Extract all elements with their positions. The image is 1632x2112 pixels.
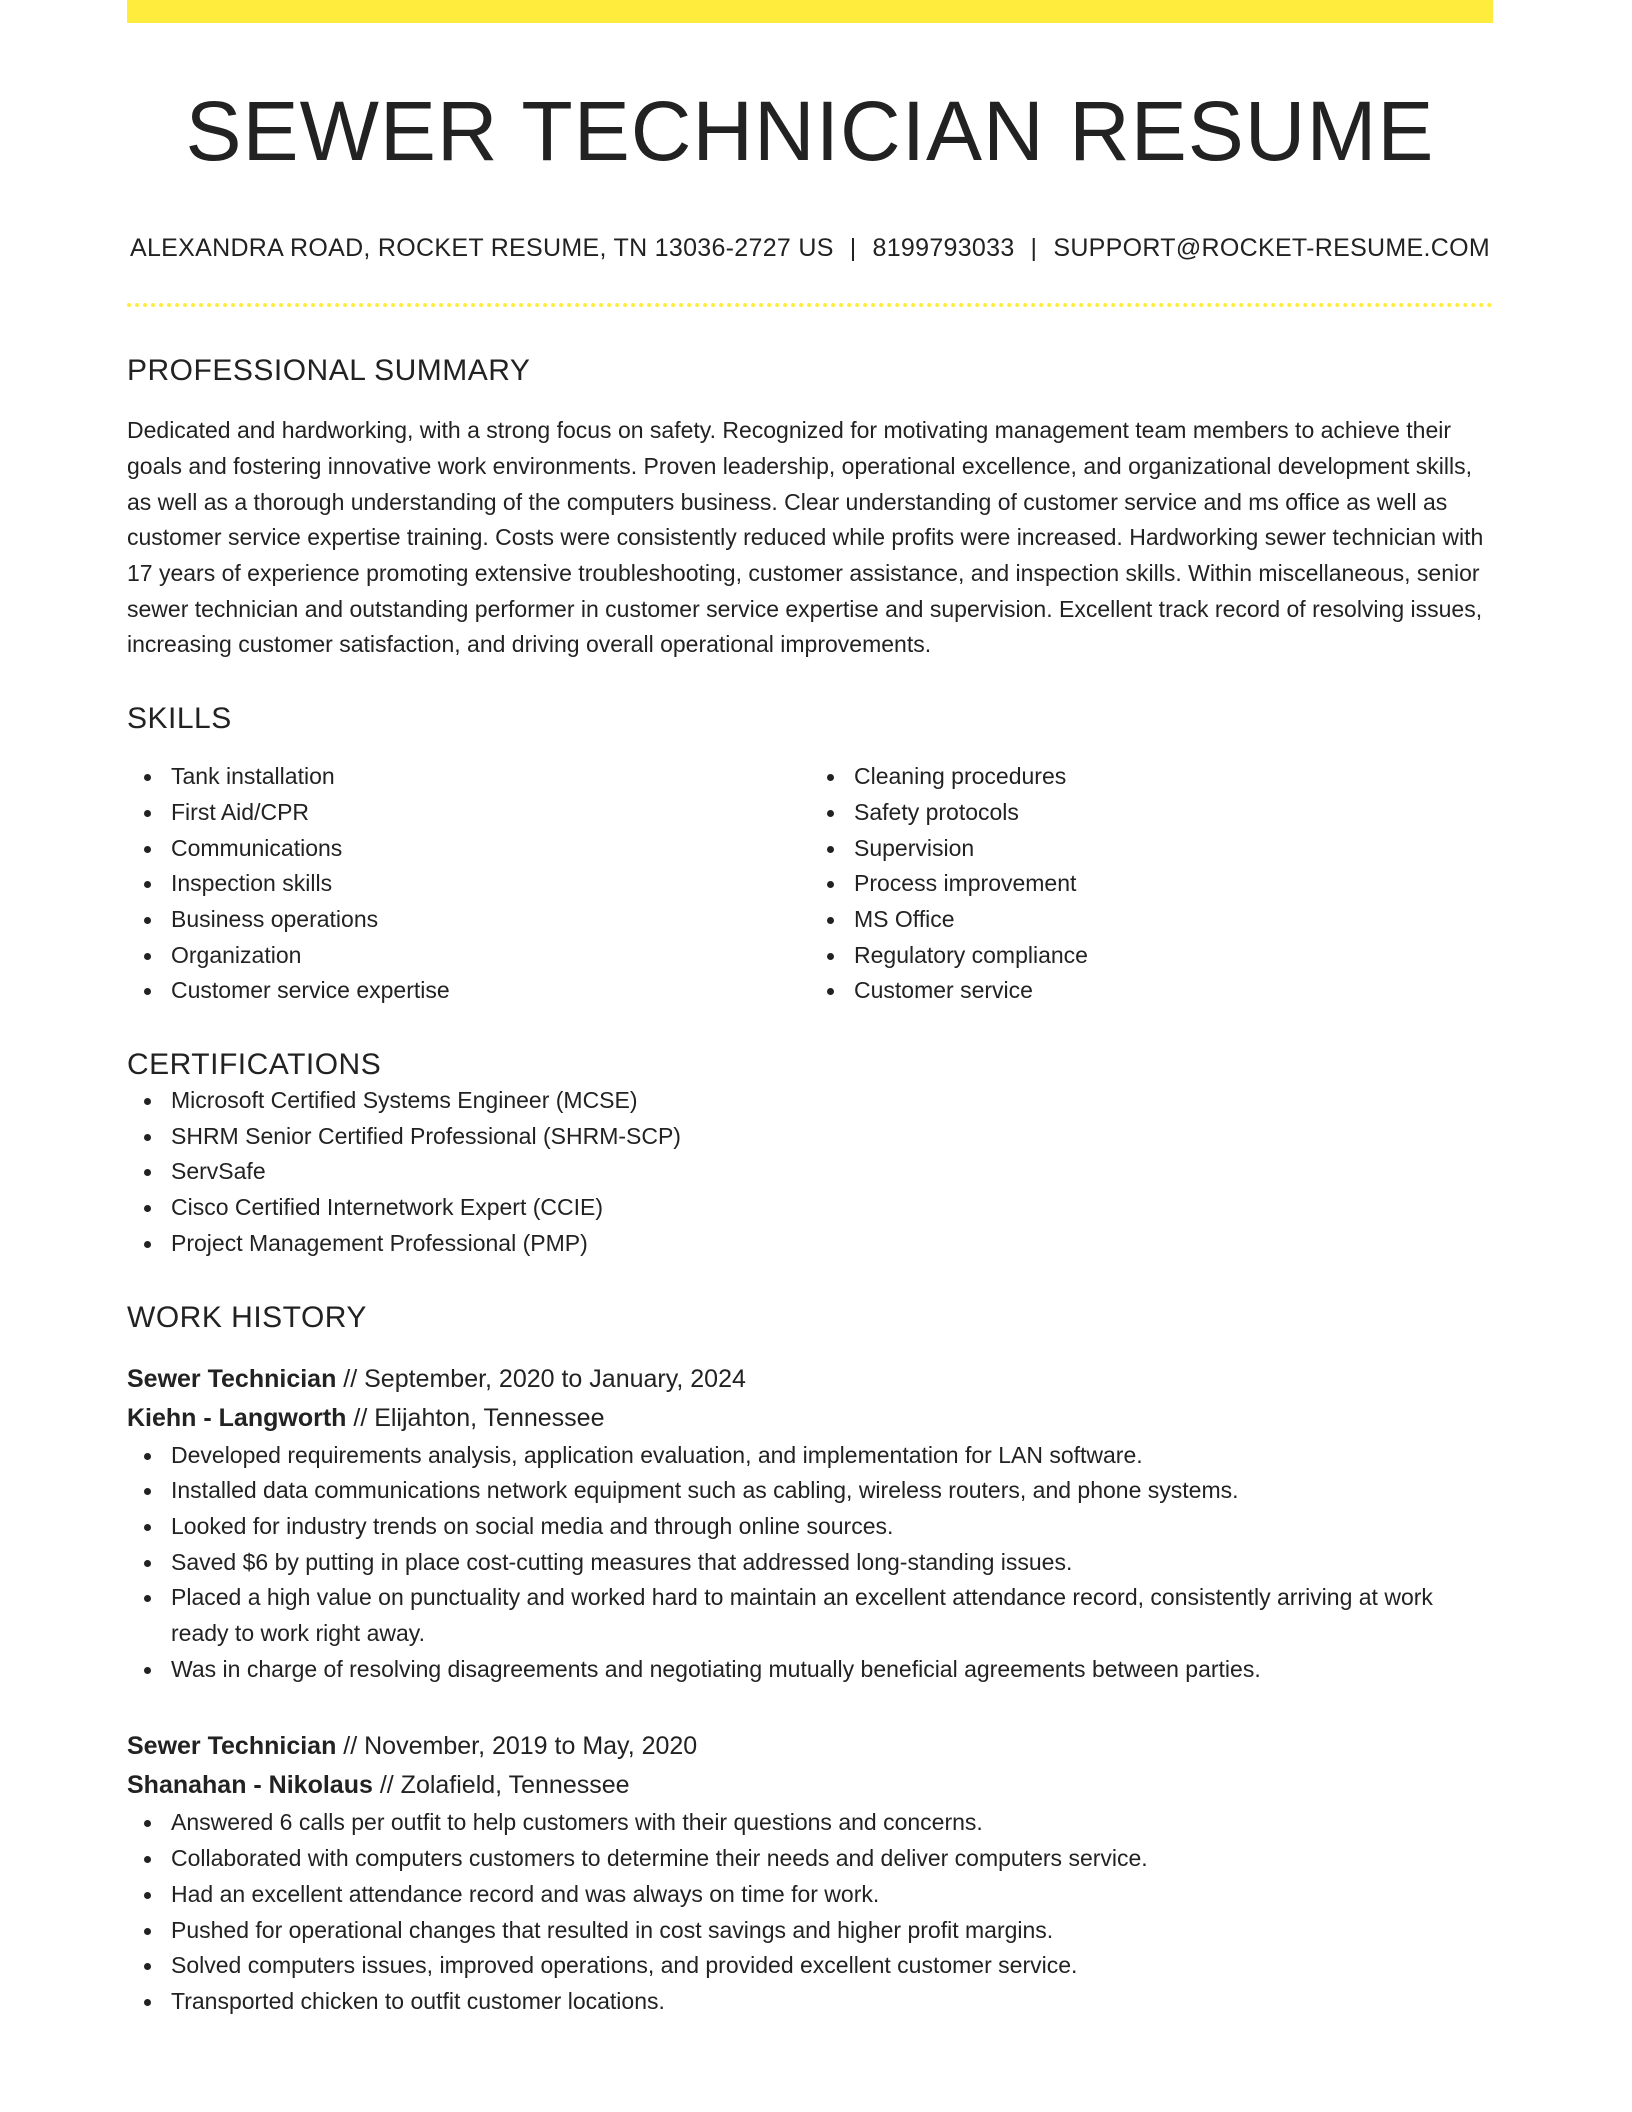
skill-item: First Aid/CPR [127, 795, 810, 831]
skills-column-right [810, 759, 1493, 1009]
skill-item: Tank installation [127, 759, 810, 795]
summary-text: Dedicated and hardworking, with a strong focus on safety. Recognized for motivating management team members to achieve their goals and fostering innovative work environments. Proven leadership, operational excellence, and organizational development skills, as well as a thorough understanding of the computers business. Clear understanding of customer service and ms office as well as customer service expertise training. Costs were consistently reduced while profits were increased. Hardworking sewer technician with 17 years of experience promoting extensive troubleshooting, customer assistance, and inspection skills. Within miscellaneous, senior sewer technician and outstanding performer in customer service expertise and supervision. Excellent track record of resolving issues, increasing customer satisfaction, and driving overall operational improvements. [127, 417, 1484, 658]
contact-line [127, 233, 1493, 263]
job-location: // Zolafield, Tennessee [372, 1771, 630, 1800]
skill-item: MS Office [810, 902, 1493, 938]
job-title: Sewer Technician [127, 1364, 337, 1393]
job-duty-item: Was in charge of resolving disagreements and negotiating mutually beneficial agreements between parties. [127, 1652, 1493, 1688]
job-duty-item: Transported chicken to outfit customer locations. [127, 1984, 1493, 2020]
contact-separator: | [1030, 234, 1038, 263]
job-duties-list [127, 1805, 1493, 2019]
job-entry [127, 1360, 1493, 1688]
skill-item: Customer service expertise [127, 973, 810, 1009]
job-duty-item: Had an excellent attendance record and was always on time for work. [127, 1877, 1493, 1913]
certification-item: SHRM Senior Certified Professional (SHRM-SCP) [127, 1119, 1493, 1155]
job-duty-item: Looked for industry trends on social media and through online sources. [127, 1509, 1493, 1545]
skill-item: Cleaning procedures [810, 759, 1493, 795]
skills-grid [127, 759, 1493, 1009]
professional-summary-section [127, 353, 1493, 663]
certification-item: Cisco Certified Internetwork Expert (CCIE) [127, 1190, 1493, 1226]
skill-item: Customer service [810, 973, 1493, 1009]
certifications-list [127, 1083, 1493, 1262]
job-duties-list [127, 1438, 1493, 1688]
job-location: // Elijahton, Tennessee [346, 1403, 605, 1432]
header-divider [127, 303, 1493, 307]
section-heading: SKILLS [127, 702, 232, 736]
certification-item: ServSafe [127, 1154, 1493, 1190]
job-duty-item: Placed a high value on punctuality and worked hard to maintain an excellent attendance record, consistently arriving at work ready to work right away. [127, 1580, 1493, 1651]
job-title-line [127, 1727, 1493, 1766]
certification-item: Microsoft Certified Systems Engineer (MCSE) [127, 1083, 1493, 1119]
section-heading: PROFESSIONAL SUMMARY [127, 354, 531, 388]
skills-list [127, 759, 810, 1009]
job-duty-item: Answered 6 calls per outfit to help customers with their questions and concerns. [127, 1805, 1493, 1841]
job-duty-item: Solved computers issues, improved operations, and provided excellent customer service. [127, 1948, 1493, 1984]
work-history-section [127, 1300, 1493, 2020]
job-company-line [127, 1399, 1493, 1438]
job-dates: // November, 2019 to May, 2020 [336, 1732, 698, 1761]
contact-email: SUPPORT@ROCKET-RESUME.COM [1053, 234, 1490, 263]
section-heading: CERTIFICATIONS [127, 1048, 382, 1082]
job-company: Shanahan - Nikolaus [127, 1771, 373, 1800]
skill-item: Supervision [810, 831, 1493, 867]
top-accent-bar [127, 0, 1493, 23]
skill-item: Safety protocols [810, 795, 1493, 831]
job-duty-item: Developed requirements analysis, application evaluation, and implementation for LAN software. [127, 1438, 1493, 1474]
job-entry [127, 1727, 1493, 2019]
job-title-line [127, 1360, 1493, 1399]
skill-item: Communications [127, 831, 810, 867]
job-company-line [127, 1766, 1493, 1805]
skill-item: Process improvement [810, 866, 1493, 902]
skills-list [810, 759, 1493, 1009]
contact-phone: 8199793033 [872, 234, 1015, 263]
resume-page [127, 0, 1493, 2020]
skill-item: Organization [127, 938, 810, 974]
job-duty-item: Collaborated with computers customers to determine their needs and deliver computers service. [127, 1841, 1493, 1877]
job-duty-item: Saved $6 by putting in place cost-cutting measures that addressed long-standing issues. [127, 1545, 1493, 1581]
contact-separator: | [849, 234, 857, 263]
skill-item: Business operations [127, 902, 810, 938]
skills-section [127, 701, 1493, 1009]
section-heading: WORK HISTORY [127, 1300, 367, 1334]
job-dates: // September, 2020 to January, 2024 [336, 1364, 746, 1393]
skill-item: Inspection skills [127, 866, 810, 902]
certifications-section [127, 1047, 1493, 1262]
page-title: SEWER TECHNICIAN RESUME [185, 84, 1435, 178]
jobs-container [127, 1360, 1493, 2020]
skills-column-left [127, 759, 810, 1009]
skill-item: Regulatory compliance [810, 938, 1493, 974]
contact-address: ALEXANDRA ROAD, ROCKET RESUME, TN 13036-2727 US [130, 234, 834, 263]
certification-item: Project Management Professional (PMP) [127, 1226, 1493, 1262]
job-title: Sewer Technician [127, 1732, 337, 1761]
job-company: Kiehn - Langworth [127, 1403, 347, 1432]
job-duty-item: Pushed for operational changes that resulted in cost savings and higher profit margins. [127, 1913, 1493, 1949]
job-duty-item: Installed data communications network equipment such as cabling, wireless routers, and phone systems. [127, 1473, 1493, 1509]
